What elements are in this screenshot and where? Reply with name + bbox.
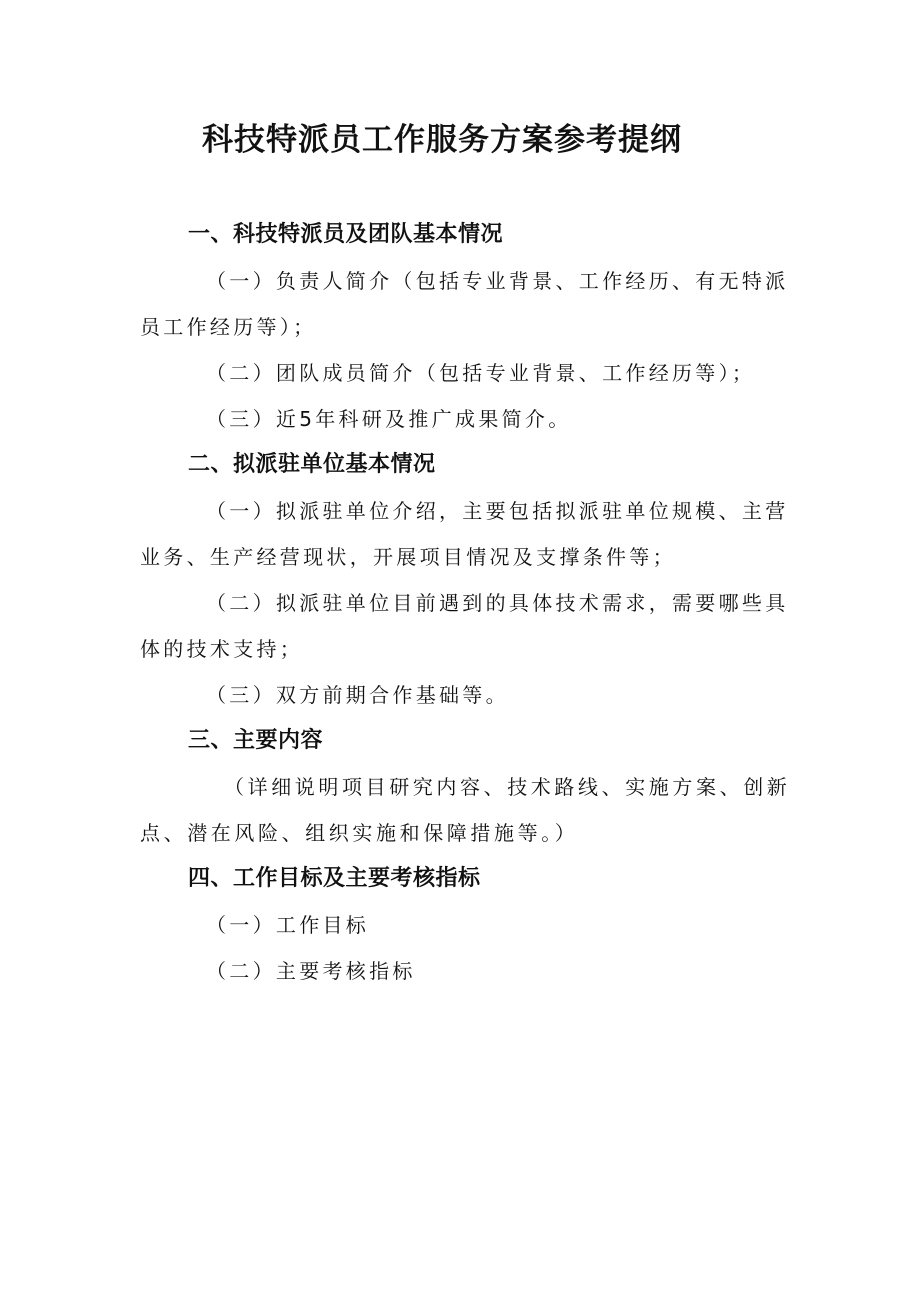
document-body xyxy=(140,212,820,994)
section-heading: 三、主要内容 xyxy=(188,728,324,753)
section-team-basics xyxy=(140,212,820,442)
paragraph-work-goals: （一）工作目标 xyxy=(206,913,370,937)
paragraph-recent-achievements: （三）近5年科研及推广成果简介。 xyxy=(206,407,572,431)
section-host-unit xyxy=(140,442,820,718)
section-heading: 四、工作目标及主要考核指标 xyxy=(188,866,481,891)
document-title: 科技特派员工作服务方案参考提纲 xyxy=(202,122,682,158)
paragraph-leader-profile: （一）负责人简介（包括专业背景、工作经历、有无特派员工作经历等）； xyxy=(140,269,789,339)
section-goals-indicators xyxy=(140,856,820,994)
paragraph-assessment-indicators: （二）主要考核指标 xyxy=(206,959,416,983)
paragraph-team-members: （二）团队成员简介（包括专业背景、工作经历等）； xyxy=(206,361,756,385)
section-heading: 二、拟派驻单位基本情况 xyxy=(188,452,436,477)
paragraph-content-details: （详细说明项目研究内容、技术路线、实施方案、创新点、潜在风险、组织实施和保障措施等。） xyxy=(140,775,791,845)
section-main-content xyxy=(140,718,820,856)
section-heading: 一、科技特派员及团队基本情况 xyxy=(188,222,504,247)
paragraph-technical-needs: （二）拟派驻单位目前遇到的具体技术需求，需要哪些具体的技术支持； xyxy=(140,591,789,661)
paragraph-cooperation-basis: （三）双方前期合作基础等。 xyxy=(206,683,509,707)
paragraph-unit-introduction: （一）拟派驻单位介绍，主要包括拟派驻单位规模、主营业务、生产经营现状，开展项目情况及支撑条件等； xyxy=(140,499,789,569)
